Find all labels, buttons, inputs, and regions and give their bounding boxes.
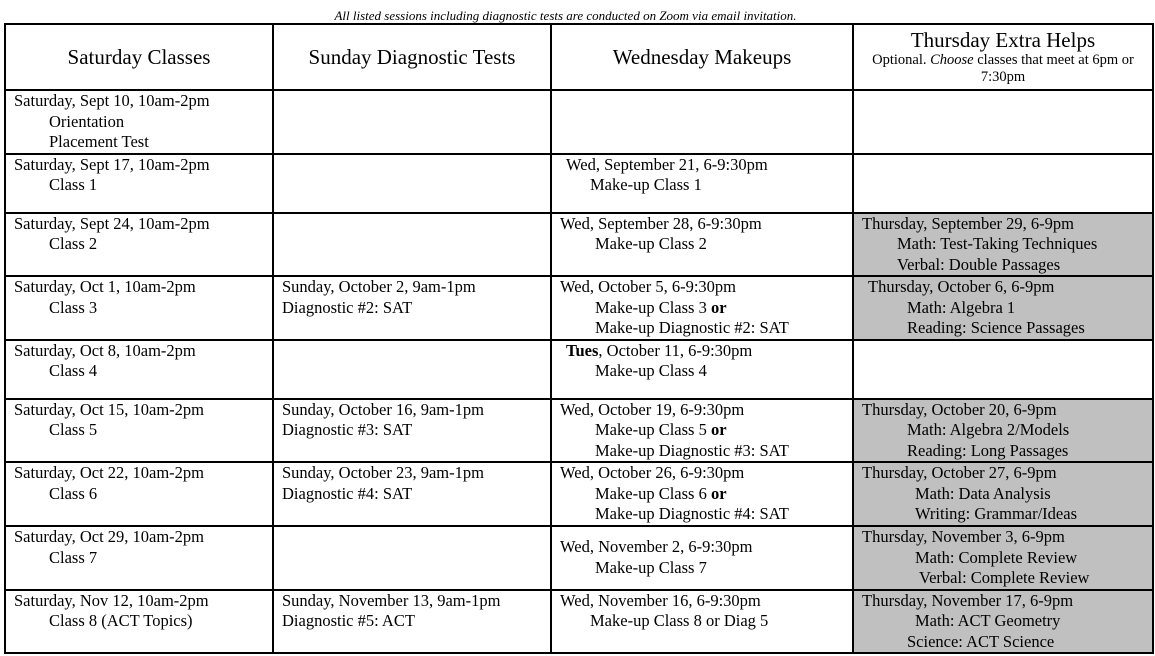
wednesday-cell: Wed, September 21, 6-9:30pm Make-up Class 1: [551, 154, 853, 213]
table-row: [5, 526, 1153, 590]
sunday-cell: [273, 154, 551, 213]
saturday-cell: Saturday, Oct 22, 10am-2pm Class 6: [5, 462, 273, 526]
sunday-cell: Sunday, October 23, 9am-1pm Diagnostic #4: SAT: [273, 462, 551, 526]
saturday-cell: Saturday, Sept 10, 10am-2pm Orientation Placement Test: [5, 90, 273, 154]
wednesday-cell: [551, 90, 853, 154]
wednesday-cell: Wed, September 28, 6-9:30pm Make-up Class 2: [551, 213, 853, 277]
saturday-cell: Saturday, Nov 12, 10am-2pm Class 8 (ACT Topics): [5, 590, 273, 654]
header-row: [5, 24, 1153, 90]
saturday-cell: Saturday, Oct 8, 10am-2pm Class 4: [5, 340, 273, 399]
zoom-note: All listed sessions including diagnostic tests are conducted on Zoom via email invitation.: [334, 8, 797, 23]
table-row: [5, 340, 1153, 399]
sunday-cell: [273, 340, 551, 399]
saturday-cell: Saturday, Oct 15, 10am-2pm Class 5: [5, 399, 273, 463]
table-row: [5, 462, 1153, 526]
wednesday-cell: Tues, October 11, 6-9:30pm Make-up Class 4: [551, 340, 853, 399]
thursday-cell: Thursday, September 29, 6-9pm Math: Test-Taking Techniques Verbal: Double Passages: [853, 213, 1153, 277]
saturday-cell: Saturday, Oct 1, 10am-2pm Class 3: [5, 276, 273, 340]
sunday-cell: [273, 90, 551, 154]
sunday-cell: Sunday, October 2, 9am-1pm Diagnostic #2: SAT: [273, 276, 551, 340]
wednesday-cell: Wed, October 19, 6-9:30pm Make-up Class 5 or Make-up Diagnostic #3: SAT: [551, 399, 853, 463]
table-row: [5, 590, 1153, 654]
table-row: [5, 399, 1153, 463]
header-thursday: Thursday Extra Helps Optional. Choose classes that meet at 6pm or 7:30pm: [853, 24, 1153, 90]
wednesday-cell: Wed, November 16, 6-9:30pm Make-up Class 8 or Diag 5: [551, 590, 853, 654]
thursday-cell: Thursday, October 27, 6-9pm Math: Data Analysis Writing: Grammar/Ideas: [853, 462, 1153, 526]
sunday-cell: [273, 213, 551, 277]
thursday-cell: Thursday, November 17, 6-9pm Math: ACT Geometry Science: ACT Science: [853, 590, 1153, 654]
saturday-cell: Saturday, Sept 17, 10am-2pm Class 1: [5, 154, 273, 213]
thursday-cell: [853, 90, 1153, 154]
table-row: [5, 213, 1153, 277]
schedule-table: [4, 23, 1154, 654]
thursday-cell: Thursday, October 20, 6-9pm Math: Algebra 2/Models Reading: Long Passages: [853, 399, 1153, 463]
table-row: [5, 276, 1153, 340]
table-row: [5, 154, 1153, 213]
sunday-cell: [273, 526, 551, 590]
saturday-cell: Saturday, Oct 29, 10am-2pm Class 7: [5, 526, 273, 590]
thursday-cell: Thursday, November 3, 6-9pm Math: Complete Review Verbal: Complete Review: [853, 526, 1153, 590]
saturday-cell: Saturday, Sept 24, 10am-2pm Class 2: [5, 213, 273, 277]
wednesday-cell: Wed, November 2, 6-9:30pm Make-up Class 7: [551, 526, 853, 590]
sunday-cell: Sunday, October 16, 9am-1pm Diagnostic #3: SAT: [273, 399, 551, 463]
header-sunday: Sunday Diagnostic Tests: [273, 24, 551, 90]
header-saturday: Saturday Classes: [5, 24, 273, 90]
thursday-cell: [853, 154, 1153, 213]
sunday-cell: Sunday, November 13, 9am-1pm Diagnostic #5: ACT: [273, 590, 551, 654]
wednesday-cell: Wed, October 5, 6-9:30pm Make-up Class 3 or Make-up Diagnostic #2: SAT: [551, 276, 853, 340]
header-wednesday: Wednesday Makeups: [551, 24, 853, 90]
thursday-cell: [853, 340, 1153, 399]
thursday-cell: Thursday, October 6, 6-9pm Math: Algebra 1 Reading: Science Passages: [853, 276, 1153, 340]
table-row: [5, 90, 1153, 154]
wednesday-cell: Wed, October 26, 6-9:30pm Make-up Class 6 or Make-up Diagnostic #4: SAT: [551, 462, 853, 526]
